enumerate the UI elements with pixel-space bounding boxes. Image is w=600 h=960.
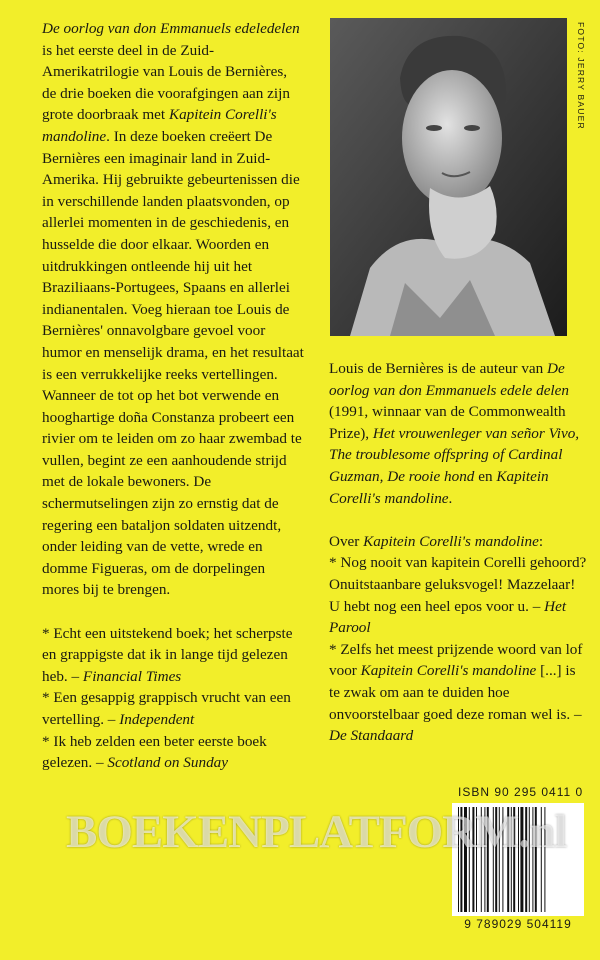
- isbn-number: ISBN 90 295 0411 0: [458, 785, 584, 799]
- photo-credit: FOTO: JERRY BAUER: [576, 22, 586, 130]
- author-bio: Louis de Bernières is de auteur van De oorlog van don Emmanuels edele delen (1991, winnaar van de Commonwealth Prize), Het vrouwenleger van señor Vivo, The troublesome offspring of Cardinal Guzman, De rooie hond en Kapitein Corelli's mandoline.: [329, 360, 580, 507]
- watermark-logo: BOEKENPLATFORM.nl: [66, 806, 567, 858]
- review-quote: * Zelfs het meest prijzende woord van lof voor Kapitein Corelli's mandoline [...] is te zwak om aan te duiden hoe onvoorstelbaar goed deze roman wel is. – De Standaard: [329, 640, 583, 745]
- review-quote: * Een gesappig grappisch vrucht van een vertelling. – Independent: [42, 689, 291, 728]
- right-column: [329, 358, 589, 747]
- review-quote: * Nog nooit van kapitein Corelli gehoord? Onuitstaanbare geluksvogel! Mazzelaar! U hebt nog een heel epos voor u. – Het Parool: [329, 554, 587, 637]
- intro-paragraph: De oorlog van don Emmanuels edeledelen is het eerste deel in de Zuid-Amerikatrilogie van Louis de Bernières, de drie boeken die voorafgingen aan zijn grote doorbraak met Kapitein Corelli's mandoline. In deze boeken creëert De Bernières een imaginair land in Zuid-Amerika. Hij gebruikte gebeurtenissen die in verschillende landen plaatsvonden, op allerlei momenten in de geschiedenis, en husselde die door elkaar. Woorden en uitdrukkingen ontleende hij uit het Braziliaans-Portugees, Spaans en allerlei indianentalen. Voeg hieraan toe Louis de Bernières' onnavolgbare gevoel voor humor en menselijk drama, en het resultaat is een verrukkelijke reeks vertellingen.: [42, 20, 304, 383]
- review-quote: * Ik heb zelden een beter eerste boek gelezen. – Scotland on Sunday: [42, 732, 267, 772]
- plot-paragraph: Wanneer de tot op het bot verwende en hooghartige doña Constanza probeert een rivier om te leiden om zo haar zwembad te vullen, begint ze een aanhoudende strijd met de lokale bewoners. De schermutselingen zijn zo ernstig dat de regering een bataljon soldaten uitzendt, onder leiding van de vette, wrede en domme Figueras, om de dorpelingen mores bij te brengen.: [42, 387, 302, 599]
- barcode-digits: 9 789029 504119: [464, 917, 572, 931]
- left-column: [42, 18, 304, 774]
- quotes-heading: Over Kapitein Corelli's mandoline:: [329, 532, 544, 550]
- author-photo: [330, 18, 567, 336]
- review-quote: * Echt een uitstekend boek; het scherpste en grappigste dat ik in lange tijd gelezen heb. – Financial Times: [42, 624, 293, 685]
